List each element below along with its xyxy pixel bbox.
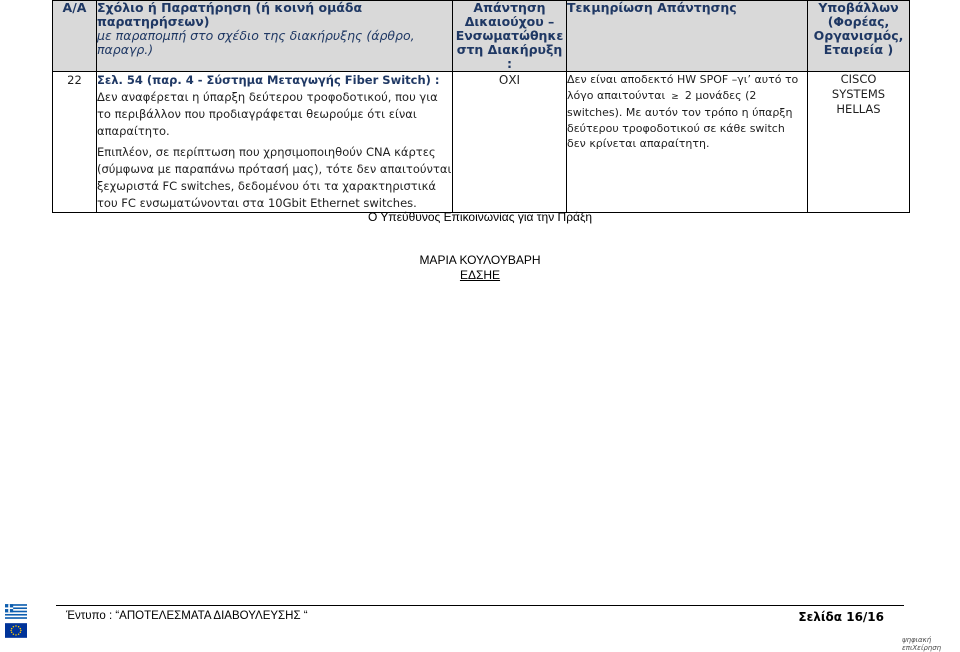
greater-equal-symbol: ≥ <box>671 91 679 102</box>
eu-flag-icon <box>5 623 27 638</box>
digital-enterprise-logo: ψηφιακή επιΧείρηση <box>902 636 942 652</box>
header-submitter-line: Οργανισμός, <box>813 28 904 43</box>
responsible-name: ΜΑΡΙΑ ΚΟΥΛΟΥΒΑΡΗ <box>419 253 541 267</box>
comment-reference: Σελ. 54 (παρ. 4 - Σύστημα Μεταγωγής Fiber Switch) : <box>97 73 440 87</box>
responsible-org: ΕΔΣΗΕ <box>459 268 501 282</box>
header-documentation: Τεκμηρίωση Απάντησης <box>567 1 808 72</box>
submitter-line: CISCO <box>840 72 877 86</box>
consultation-results-table <box>52 0 910 213</box>
footer-divider <box>56 605 904 606</box>
header-aa: Α/Α <box>53 1 97 72</box>
submitter-line: HELLAS <box>836 102 881 116</box>
header-answer-line: Απάντηση <box>473 0 546 15</box>
header-answer-line: Ενσωματώθηκε <box>455 28 564 43</box>
header-comment-subtitle: με παραπομπή στο σχέδιο της διακήρυξης (άρθρο, παραγρ.) <box>97 28 415 57</box>
header-submitter-line: (Φορέας, <box>827 14 890 29</box>
footer-form-label: Έντυπο : “ΑΠΟΤΕΛΕΣΜΑΤΑ ΔΙΑΒΟΥΛΕΥΣΗΣ “ <box>66 610 308 622</box>
comment-text-1: Δεν αναφέρεται η ύπαρξη δεύτερου τροφοδοτικού, που για το περιβάλλον που προδιαγράφεται θεωρούμε ότι είναι απαραίτητο. <box>97 90 438 138</box>
row-number: 22 <box>53 72 97 213</box>
footer-page-number: Σελίδα 16/16 <box>798 610 884 624</box>
header-submitter-line: Εταιρεία ) <box>823 42 894 57</box>
submitter-line: SYSTEMS <box>831 87 886 101</box>
comment-paragraph-2: Επιπλέον, σε περίπτωση που χρησιμοποιηθούν CNA κάρτες (σύμφωνα με παραπάνω πρότασή μας), τότε δεν απαιτούνται ξεχωριστά FC switches, δεδομένου ότι τα χαρακτηριστικά του FC ενσωματώνονται στα 10Gbit Ethernet switches. <box>97 145 452 210</box>
header-comment <box>97 1 453 72</box>
comment-paragraph-1 <box>97 72 452 140</box>
doc-text-b: 2 μονάδες (2 switches). Με αυτόν τον τρόπο η ύπαρξη δεύτερου τροφοδοτικού σε κάθε switch δεν κρίνεται απαραίτητη. <box>567 88 793 150</box>
header-submitter <box>808 1 910 72</box>
header-answer <box>453 1 567 72</box>
row-comment <box>97 72 453 213</box>
row-documentation <box>567 72 808 213</box>
header-answer-line: στη Διακήρυξη : <box>456 42 563 71</box>
header-answer-line: Δικαιούχου – <box>464 14 555 29</box>
row-answer: ΟΧΙ <box>453 72 567 213</box>
header-comment-title: Σχόλιο ή Παρατήρηση (ή κοινή ομάδα παρατηρήσεων) <box>97 0 363 29</box>
header-submitter-line: Υποβάλλων <box>818 0 899 15</box>
responsible-contact-title: Ο Υπεύθυνος Επικοινωνίας για την Πράξη <box>367 210 593 224</box>
row-submitter <box>808 72 910 213</box>
responsible-contact <box>0 253 960 283</box>
table-row <box>53 72 910 213</box>
greek-flag-icon <box>5 604 27 619</box>
table-header-row <box>53 1 910 72</box>
doc-text-a: Δεν είναι αποδεκτό HW SPOF –γι’ αυτό το λόγο απαιτούνται <box>567 73 799 102</box>
